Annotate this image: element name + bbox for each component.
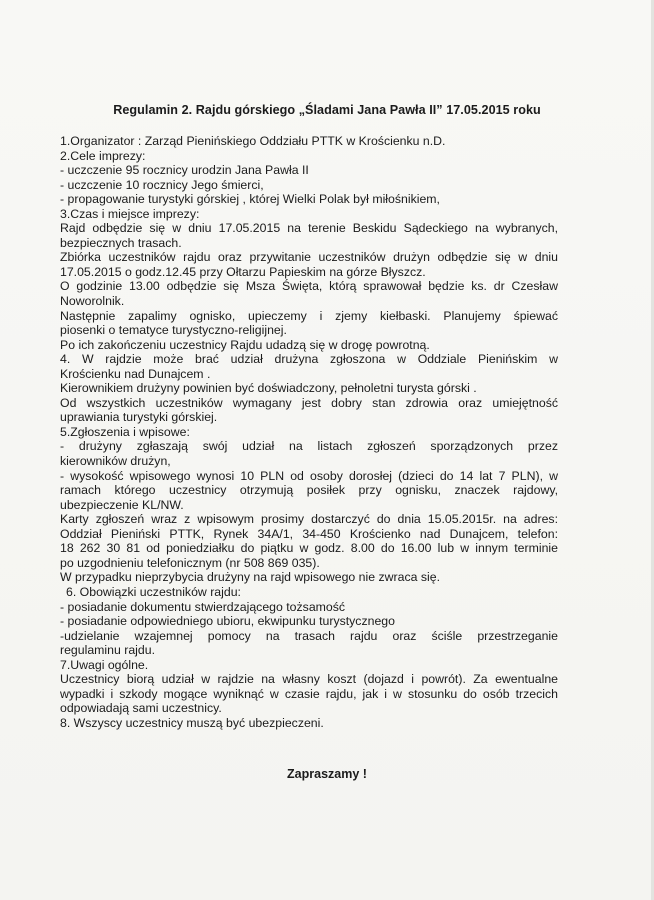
- body-line: 2.Cele imprezy:: [60, 148, 146, 163]
- document-body: [60, 134, 558, 730]
- closing-text: Zapraszamy !: [287, 767, 367, 781]
- body-line: Uczestnicy biorą udział w rajdzie na własny koszt (dojazd i powrót). Za ewentualne: [60, 672, 558, 687]
- body-line: - posiadanie odpowiedniego ubioru, ekwipunku turystycznego: [60, 614, 395, 629]
- body-line: O godzinie 13.00 odbędzie się Msza Święta, którą sprawował będzie ks. dr Czesław: [60, 279, 558, 294]
- body-line: Po ich zakończeniu uczestnicy Rajdu udadzą się w drogę powrotną.: [60, 337, 430, 352]
- body-line: 8. Wszyscy uczestnicy muszą być ubezpieczeni.: [60, 715, 324, 730]
- body-line: bezpiecznych trasach.: [60, 235, 182, 250]
- body-line: Kierownikiem drużyny powinien być doświadczony, pełnoletni turysta górski .: [60, 381, 477, 396]
- body-line: kierowników drużyn,: [60, 454, 171, 469]
- body-line: ubezpieczenie KL/NW.: [60, 497, 184, 512]
- body-line: Od wszystkich uczestników wymagany jest dobry stan zdrowia oraz umiejętność: [60, 395, 558, 410]
- body-line: 4. W rajdzie może brać udział drużyna zgłoszona w Oddziale Pienińskim w: [60, 352, 558, 367]
- body-line: W przypadku nieprzybycia drużyny na rajd wpisowego nie zwraca się.: [60, 570, 441, 585]
- body-line: regulaminu rajdu.: [60, 643, 156, 658]
- body-line: 18 262 30 81 od poniedziałku do piątku w godz. 8.00 do 16.00 lub w innym terminie: [60, 541, 558, 556]
- body-line: Noworolnik.: [60, 294, 125, 309]
- body-line: Oddział Pieniński PTTK, Rynek 34A/1, 34-450 Krościenko nad Dunajcem, telefon:: [60, 526, 558, 541]
- body-line: odpowiadają sami uczestnicy.: [60, 701, 222, 716]
- body-line: 17.05.2015 o godz.12.45 przy Ołtarzu Papieskim na górze Błyszcz.: [60, 264, 426, 279]
- body-line: - propagowanie turystyki górskiej , której Wielki Polak był miłośnikiem,: [60, 192, 440, 207]
- body-line: - uczczenie 10 rocznicy Jego śmierci,: [60, 177, 264, 192]
- body-line: Zbiórka uczestników rajdu oraz przywitanie uczestników drużyn odbędzie się w dniu: [60, 250, 558, 265]
- body-line: - uczczenie 95 rocznicy urodzin Jana Pawła II: [60, 163, 309, 178]
- body-line: po uzgodnieniu telefonicznym (nr 508 869 035).: [60, 555, 320, 570]
- document-title: Regulamin 2. Rajdu górskiego „Śladami Jana Pawła II” 17.05.2015 roku: [113, 103, 541, 117]
- body-line: - posiadanie dokumentu stwierdzającego tożsamość: [60, 599, 346, 614]
- body-line: 1.Organizator : Zarząd Pienińskiego Oddziału PTTK w Krościenku n.D.: [60, 134, 446, 148]
- body-line: - wysokość wpisowego wynosi 10 PLN od osoby dorosłej (dzieci do 14 lat 7 PLN), w: [60, 468, 558, 483]
- body-line: uprawiania turystyki górskiej.: [60, 410, 218, 425]
- body-line: -udzielanie wzajemnej pomocy na trasach rajdu oraz ściśle przestrzeganie: [60, 628, 558, 643]
- body-line: ramach którego uczestnicy otrzymują posiłek przy ognisku, znaczek rajdowy,: [60, 483, 558, 498]
- body-line: Następnie zapalimy ognisko, upieczemy i zjemy kiełbaski. Planujemy śpiewać: [60, 308, 558, 323]
- body-line: - drużyny zgłaszają swój udział na listach zgłoszeń sporządzonych przez: [60, 439, 558, 454]
- body-line: 5.Zgłoszenia i wpisowe:: [60, 424, 190, 439]
- body-line: Rajd odbędzie się w dniu 17.05.2015 na terenie Beskidu Sądeckiego na wybranych,: [60, 221, 558, 236]
- body-line: 6. Obowiązki uczestników rajdu:: [66, 584, 241, 599]
- body-line: piosenki o tematyce turystyczno-religijnej.: [60, 323, 287, 338]
- body-line: Krościenku nad Dunajcem .: [60, 366, 211, 381]
- body-line: Karty zgłoszeń wraz z wpisowym prosimy dostarczyć do dnia 15.05.2015r. na adres:: [60, 512, 558, 527]
- body-line: 3.Czas i miejsce imprezy:: [60, 206, 200, 221]
- body-line: 7.Uwagi ogólne.: [60, 657, 149, 672]
- body-line: wypadki i szkody mogące wyniknąć w czasie rajdu, jak i w stosunku do osób trzecich: [60, 686, 558, 701]
